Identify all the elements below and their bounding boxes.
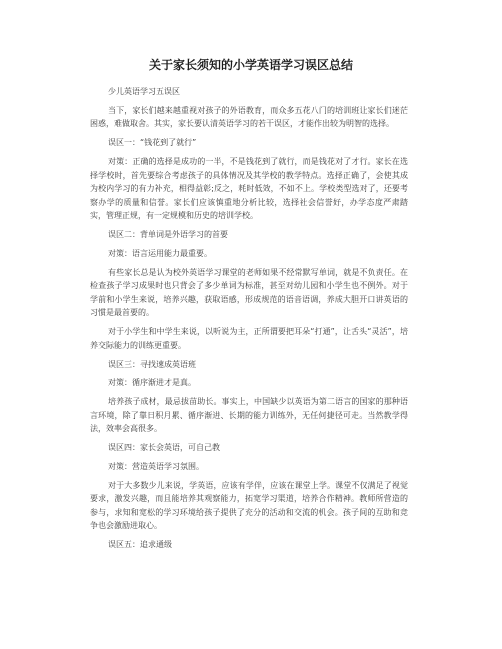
misconception-1-heading: 误区一：“钱花到了就行” <box>108 138 197 148</box>
misconception-2-heading: 误区二：背单词是外语学习的首要 <box>108 230 228 240</box>
misconception-3-detail: 培养孩子成材，最忌拔苗助长。事实上，中国缺少以英语为第二语言的国家的那种语言环境，除了靠日积月累、循序渐进、长期的能力训练外，无任何捷径可走。当然教学得法，效率会高很多。 <box>90 397 408 434</box>
misconception-4-heading: 误区四：家长会英语，可自己教 <box>108 443 220 453</box>
intro-paragraph: 当下，家长们越来越重视对孩子的外语教育，而众多五花八门的培训班让家长们迷茫困惑，难做取舍。其实，家长要认清英语学习的若干误区，才能作出较为明智的选择。 <box>90 105 408 129</box>
misconception-2-detail-2: 对于小学生和中学生来说，以听说为主，正所谓要把耳朵“打通”，让舌头“灵活”，培养交际能力的训练更重要。 <box>90 327 408 350</box>
document-title: 关于家长须知的小学英语学习误区总结 <box>148 58 353 72</box>
misconception-3-heading: 误区三：寻找速成英语班 <box>108 359 196 369</box>
subtitle-line: 少儿英语学习五误区 <box>108 87 180 96</box>
misconception-1-strategy: 对策：正确的选择是成功的一半，不是钱花到了就行，而是钱花对了才行。家长在选择学校时，首先要综合考虑孩子的具体情况及其学校的教学特点。选择正确了，会使其成为校内学习的有力补充，相得益彰;反之，耗时低效，不如不上。学校类型选对了，还要考察办学的质量和信誉。家长们应该慎重地分析比较，选择社会信誉好，办学态度严肃踏实，管理正规，有一定规模和历史的培训学校。 <box>90 156 408 221</box>
misconception-4-detail: 对于大多数少儿来说，学英语，应该有学伴，应该在课堂上学。课堂不仅满足了视觉要求，激发兴趣，而且能培养其观察能力，拓宽学习渠道，培养合作精神。教师所营造的参与，求知和宽松的学习环境给孩子提供了充分的活动和交流的机会。孩子间的互助和竞争也会激励进取心。 <box>90 480 408 531</box>
misconception-5-heading: 误区五：追求通级 <box>108 540 172 550</box>
misconception-2-strategy: 对策：语言运用能力最重要。 <box>108 248 212 258</box>
misconception-4-strategy: 对策：营造英语学习氛围。 <box>108 461 204 471</box>
misconception-3-strategy: 对策：循序渐进才是真。 <box>108 378 196 388</box>
misconception-2-detail: 有些家长总是认为校外英语学习课堂的老师如果不经常默写单词，就是不负责任。在检查孩子学习成果时也只背会了多少单词为标准，甚至对幼儿园和小学生也不例外。对于学前和小学生来说，培养兴趣，获取语感，形成规范的语音语调，养成大胆开口讲英语的习惯是最首要的。 <box>90 267 408 318</box>
document-body <box>90 85 408 557</box>
